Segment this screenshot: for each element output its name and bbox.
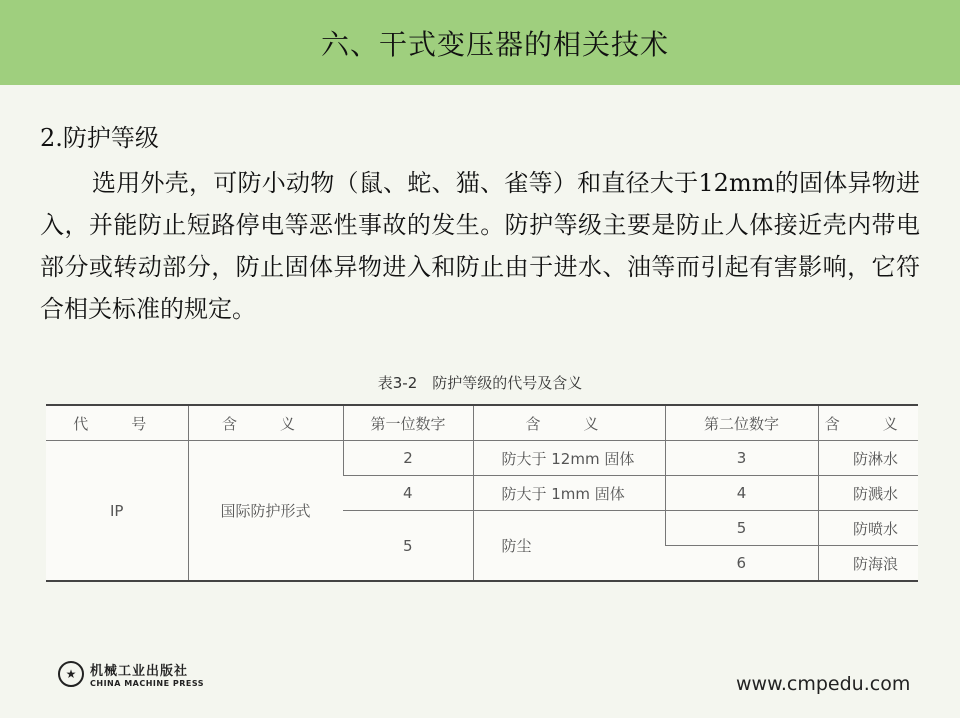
- publisher-emblem-icon: ★: [58, 661, 84, 687]
- header-second-digit: 第二位数字: [665, 405, 818, 441]
- header-code: 代 号: [73, 414, 161, 433]
- header-first-digit: 第一位数字: [343, 405, 473, 441]
- table-header-row: [46, 405, 918, 441]
- header-second-meaning: 含 义: [818, 405, 918, 441]
- second-digit-cell: 5: [665, 511, 818, 546]
- body-paragraph: 选用外壳，可防小动物（鼠、蛇、猫、雀等）和直径大于12mm的固体异物进入，并能防止短路停电等恶性事故的发生。防护等级主要是防止人体接近壳内带电部分或转动部分，防止固体异物进入和防止由于进水、油等而引起有害影响，它符合相关标准的规定。: [40, 169, 920, 323]
- first-meaning-cell: 防大于 1mm 固体: [473, 476, 665, 511]
- publisher-logo: [58, 660, 204, 688]
- first-digit-cell: 2: [343, 441, 473, 476]
- table-row: [46, 441, 918, 476]
- first-meaning-cell: 防尘: [473, 511, 665, 582]
- first-meaning-cell: 防大于 12mm 固体: [473, 441, 665, 476]
- second-meaning-cell: 防喷水: [818, 511, 918, 546]
- slide-title: 六、干式变压器的相关技术: [320, 27, 669, 61]
- second-meaning-cell: 防淋水: [818, 441, 918, 476]
- code-meaning-cell: 国际防护形式: [188, 441, 343, 582]
- protection-grade-table: [46, 404, 918, 582]
- second-digit-cell: 4: [665, 476, 818, 511]
- first-digit-cell: 4: [343, 476, 473, 511]
- second-digit-cell: 3: [665, 441, 818, 476]
- title-bar: [0, 0, 960, 85]
- publisher-url: www.cmpedu.com: [736, 673, 911, 695]
- header-meaning: 含 义: [188, 405, 343, 441]
- second-meaning-cell: 防溅水: [818, 476, 918, 511]
- first-digit-cell: 5: [402, 536, 413, 555]
- publisher-name-en: CHINA MACHINE PRESS: [90, 679, 205, 688]
- table-caption: 表3-2 防护等级的代号及含义: [377, 374, 583, 392]
- second-digit-cell: 6: [736, 554, 747, 572]
- publisher-name-cn: 机械工业出版社: [90, 664, 189, 679]
- header-first-meaning: 含 义: [473, 405, 665, 441]
- second-meaning-cell: 防海浪: [818, 546, 918, 582]
- code-cell: IP: [110, 501, 124, 520]
- section-heading: 2.防护等级: [40, 124, 159, 152]
